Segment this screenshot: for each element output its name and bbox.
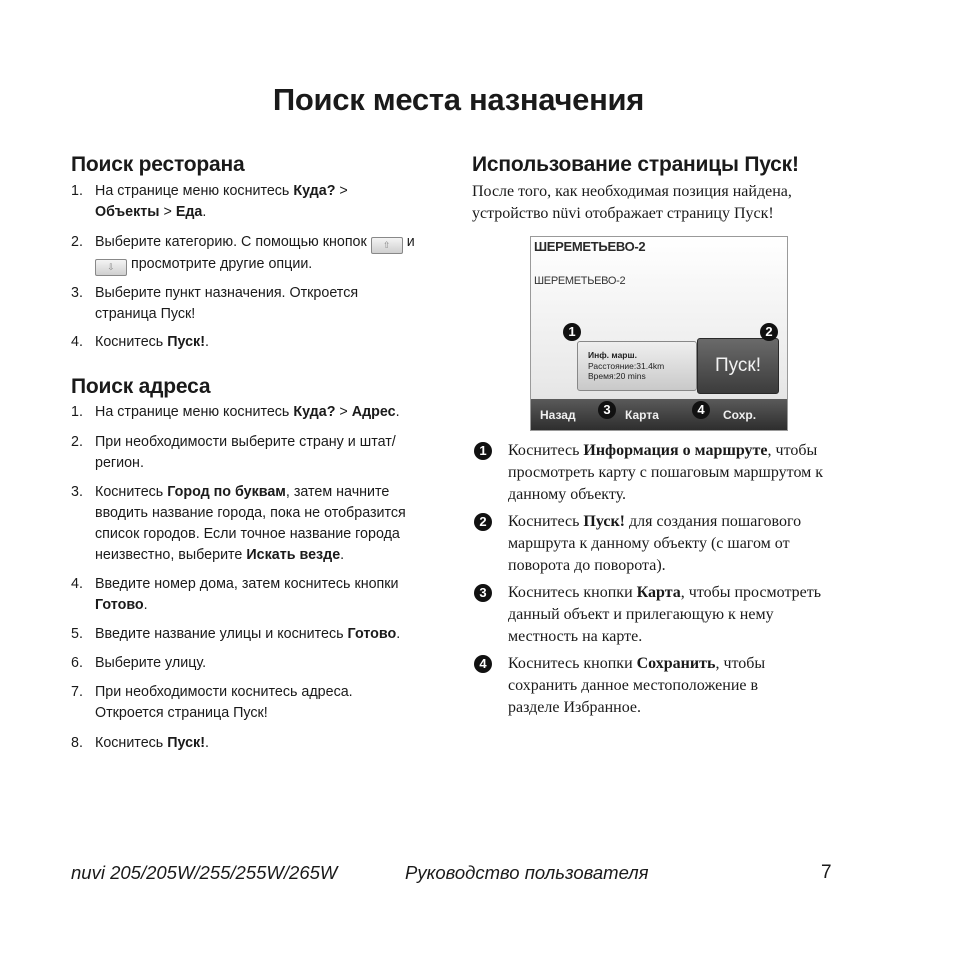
restaurant-heading: Поиск ресторана <box>71 153 245 176</box>
callout-marker-4: 4 <box>692 401 710 419</box>
save-button[interactable]: Сохр. <box>723 408 757 422</box>
footer-manual: Руководство пользователя <box>405 862 649 883</box>
screen-title: ШЕРЕМЕТЬЕВО-2 <box>534 239 646 254</box>
address-heading: Поиск адреса <box>71 375 211 398</box>
screen-subtitle: ШЕРЕМЕТЬЕВО-2 <box>534 275 626 287</box>
go-page-intro: После того, как необходимая позиция найдена, устройство nüvi отображает страницу Пуск! <box>472 183 792 222</box>
page-title: Поиск места назначения <box>272 82 645 117</box>
arrow-up-icon: ⇧ <box>371 237 403 254</box>
footer-model: nuvi 205/205W/255/255W/265W <box>71 862 338 883</box>
back-button[interactable]: Назад <box>540 408 576 422</box>
callout-item: 2 Коснитесь Пуск! для создания пошагового маршрута к данному объекту (с шагом от поворота до поворота). <box>474 511 854 577</box>
page-number: 7 <box>821 862 832 883</box>
callout-item: 1 Коснитесь Информация о маршруте, чтобы просмотреть карту с пошаговым маршрутом к данному объекту. <box>474 440 854 506</box>
device-screen <box>530 236 788 431</box>
callout-item: 4 Коснитесь кнопки Сохранить, чтобы сохранить данное местоположение в разделе Избранное. <box>474 653 854 719</box>
callout-marker-1: 1 <box>563 323 581 341</box>
callout-item: 3 Коснитесь кнопки Карта, чтобы просмотреть данный объект и прилегающую к нему местность на карте. <box>474 582 854 648</box>
route-info-button[interactable]: Инф. марш. Расстояние:31.4km Время:20 mins <box>577 341 697 391</box>
map-button[interactable]: Карта <box>625 408 659 422</box>
go-page-heading: Использование страницы Пуск! <box>472 153 799 176</box>
restaurant-steps: 1. На странице меню коснитесь Куда? > Объекты > Еда. 2. Выберите категорию. С помощью кнопок ⇧ и ⇩ просмотрите другие опции. 3. Выберите пункт назначения. Откроется страница Пуск! 4. Коснитесь Пуск!. <box>71 183 415 350</box>
callout-marker-3: 3 <box>598 401 616 419</box>
go-button[interactable]: Пуск! <box>697 338 779 394</box>
address-steps: 1. На странице меню коснитесь Куда? > Адрес. 2. При необходимости выберите страну и штат/регион. 3. Коснитесь Город по буквам, затем начните вводить название города, пока не отобразится список городов. Если точное название города неизвестно, выберите Искать везде. 4. Введите номер дома, затем коснитесь кнопки Готово. 5. Введите название улицы и коснитесь Готово. 6. Выберите улицу. 7. При необходимости коснитесь адреса. Откроется страница Пуск! 8. Коснитесь Пуск!. <box>71 404 406 751</box>
arrow-down-icon: ⇩ <box>95 259 127 276</box>
screen-bottom-bar <box>531 399 787 430</box>
callout-marker-2: 2 <box>760 323 778 341</box>
